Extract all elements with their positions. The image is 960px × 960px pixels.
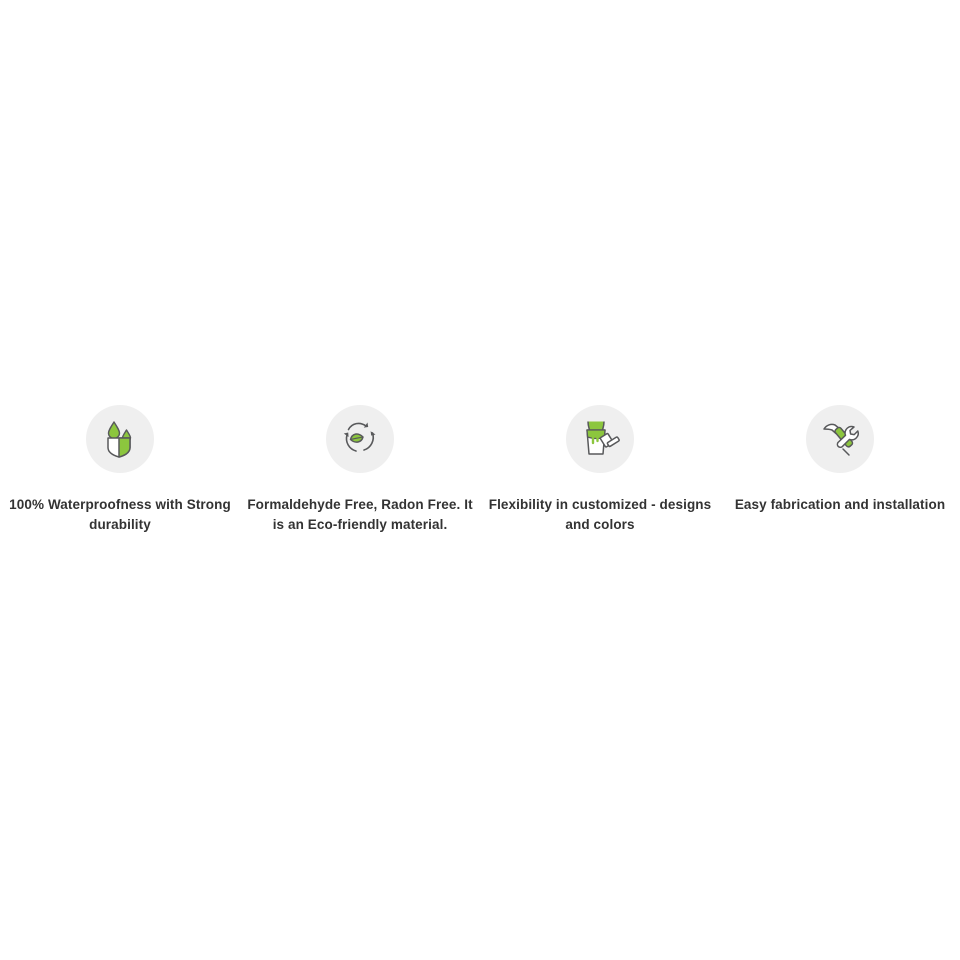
feature-caption: Flexibility in customized - designs and colors <box>488 497 712 532</box>
paint-bucket-brush-icon <box>566 405 634 473</box>
feature-caption: Easy fabrication and installation <box>734 497 946 512</box>
feature-item-waterproof <box>0 405 240 534</box>
feature-highlights-strip <box>0 405 960 534</box>
hammer-wrench-tools-icon <box>806 405 874 473</box>
feature-item-flexibility <box>480 405 720 534</box>
feature-caption: Formaldehyde Free, Radon Free. It is an Eco-friendly material. <box>247 497 473 532</box>
feature-item-easy-installation <box>720 405 960 515</box>
feature-caption: 100% Waterproofness with Strong durability <box>9 497 231 532</box>
waterproof-shield-icon <box>86 405 154 473</box>
feature-item-eco-friendly <box>240 405 480 534</box>
eco-recycle-leaf-icon <box>326 405 394 473</box>
